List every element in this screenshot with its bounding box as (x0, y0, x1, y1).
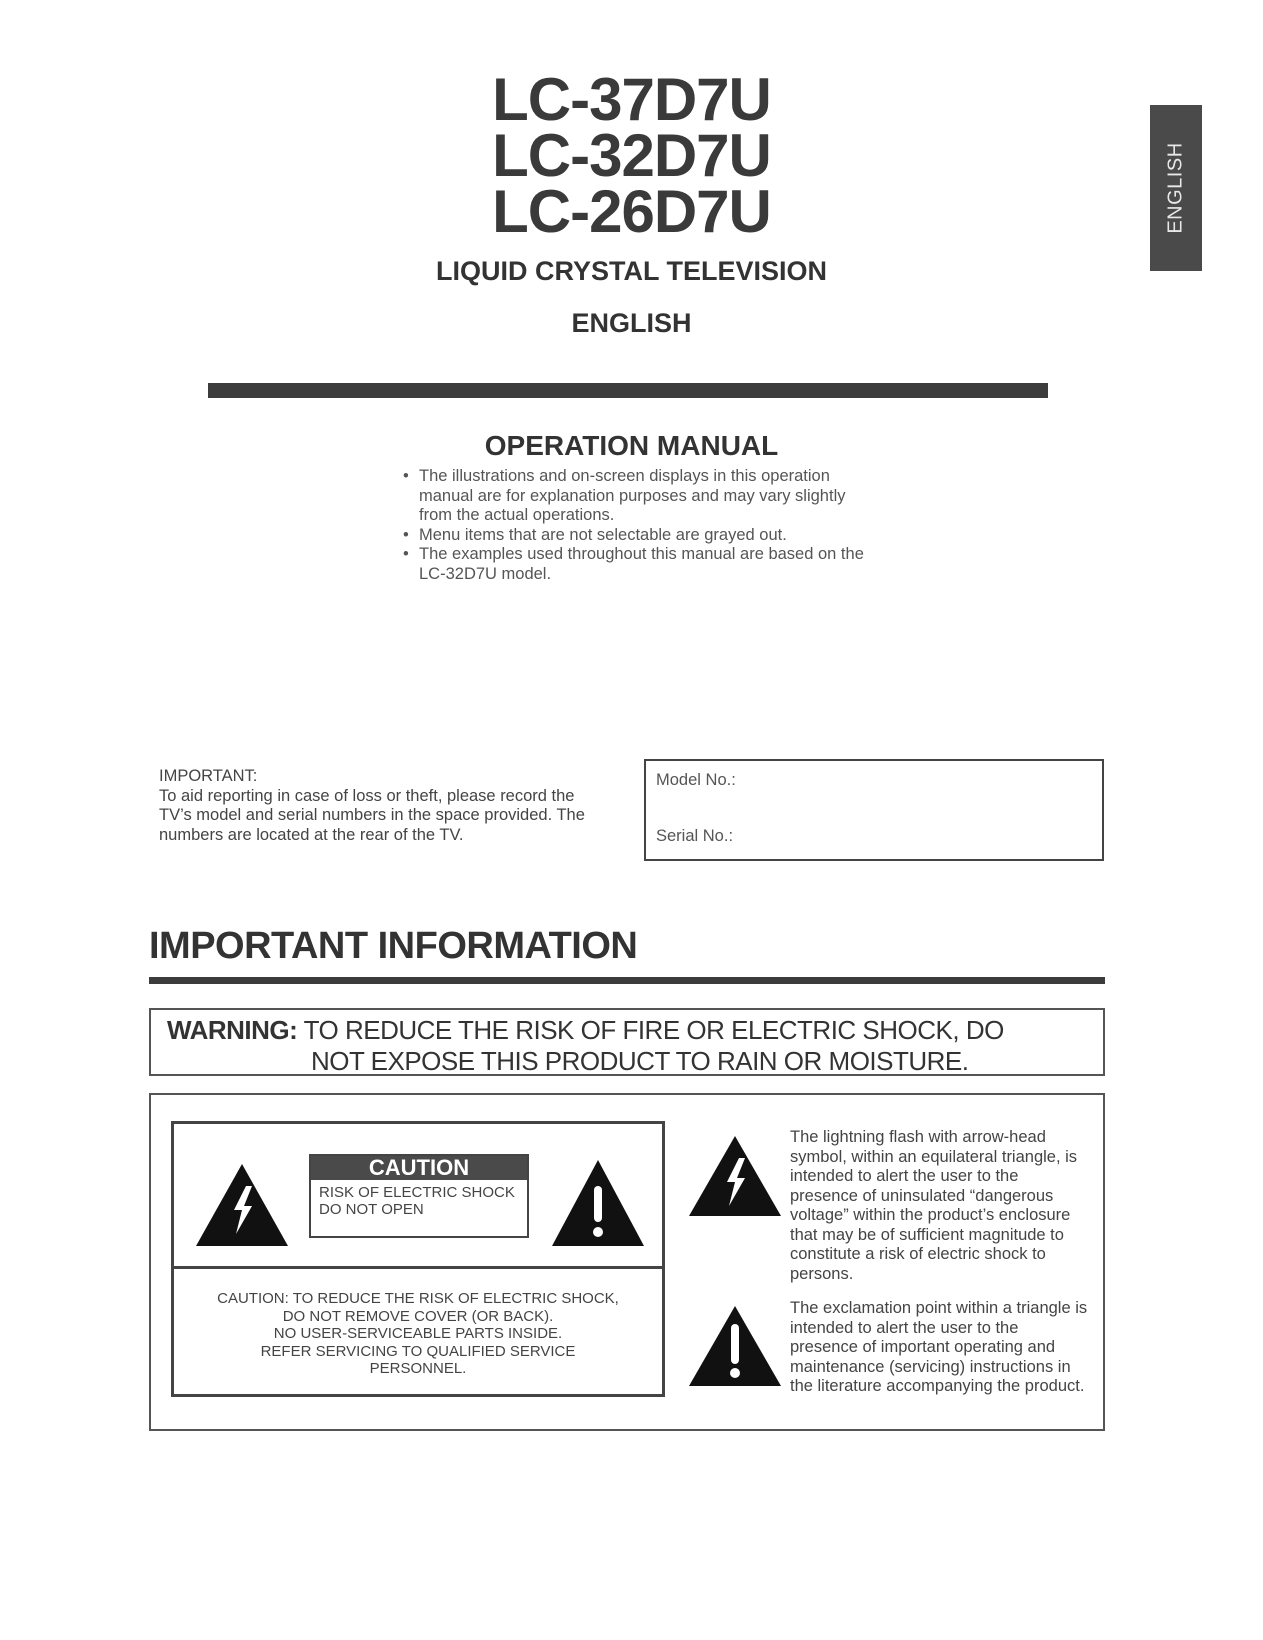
model-list (0, 66, 1263, 245)
language-tab-label: ENGLISH (1164, 142, 1187, 234)
model-number-label: Model No.: (656, 771, 736, 789)
exclamation-warning-icon (689, 1306, 781, 1386)
warning-text: NOT EXPOSE THIS PRODUCT TO RAIN OR MOISTURE. (311, 1046, 969, 1076)
important-note-heading: IMPORTANT: (159, 767, 258, 785)
operation-manual-notes (403, 467, 873, 584)
model-title: LC-32D7U (492, 122, 771, 189)
operation-manual-title: OPERATION MANUAL (484, 430, 779, 461)
lightning-symbol-description: The lightning flash with arrow-head symbol, within an equilateral triangle, is intended to alert the user to the presence of uninsulated “dangerous voltage” within the product’s enclosure that may be of sufficient magnitude to constitute a risk of electric shock to persons. (790, 1128, 1078, 1283)
note-item: • Menu items that are not selectable are grayed out. (403, 526, 873, 546)
warning-box (149, 1008, 1105, 1076)
caution-label-text: DO NOT OPEN (319, 1201, 424, 1218)
note-item: • The examples used throughout this manual are based on the LC-32D7U model. (403, 545, 873, 584)
language-tab (1150, 105, 1202, 271)
caution-label-head: CAUTION (311, 1156, 527, 1180)
model-title: LC-37D7U (492, 66, 771, 133)
language-heading: ENGLISH (571, 308, 692, 338)
caution-line: PERSONNEL. (369, 1360, 467, 1377)
serial-number-label: Serial No.: (656, 827, 734, 845)
exclamation-warning-icon (552, 1160, 644, 1246)
divider-line (174, 1266, 662, 1269)
lightning-warning-icon (196, 1164, 288, 1246)
caution-line: NO USER-SERVICEABLE PARTS INSIDE. (273, 1325, 563, 1342)
caution-panel (171, 1121, 665, 1397)
important-note-text: To aid reporting in case of loss or theft, please record the TV’s model and serial numbers in the space provided. The numbers are located at the rear of the TV. (159, 786, 585, 844)
caution-line: DO NOT REMOVE COVER (OR BACK). (282, 1307, 554, 1325)
important-information-title: IMPORTANT INFORMATION (149, 925, 638, 967)
caution-line: REFER SERVICING TO QUALIFIED SERVICE (260, 1342, 576, 1360)
caution-instructions (174, 1290, 662, 1378)
model-title: LC-26D7U (492, 178, 771, 245)
divider-bar (149, 977, 1105, 984)
exclamation-symbol-description: The exclamation point within a triangle is intended to alert the user to the presence of important operating and maintenance (servicing) instructions in the literature accompanying the product. (790, 1299, 1088, 1395)
important-note (159, 767, 599, 845)
caution-label-text: RISK OF ELECTRIC SHOCK (319, 1184, 515, 1201)
model-serial-record-box (644, 759, 1104, 861)
caution-line: CAUTION: TO REDUCE THE RISK OF ELECTRIC SHOCK, (217, 1290, 619, 1307)
lightning-warning-icon (689, 1136, 781, 1216)
divider-bar (208, 383, 1048, 398)
product-subtitle: LIQUID CRYSTAL TELEVISION (435, 256, 828, 286)
warning-text: TO REDUCE THE RISK OF FIRE OR ELECTRIC SHOCK, DO (303, 1015, 1004, 1045)
caution-label (309, 1154, 529, 1238)
note-item: • The illustrations and on-screen displays in this operation manual are for explanation purposes and may vary slightly from the actual operations. (403, 467, 873, 526)
warning-label: WARNING: (167, 1015, 298, 1045)
